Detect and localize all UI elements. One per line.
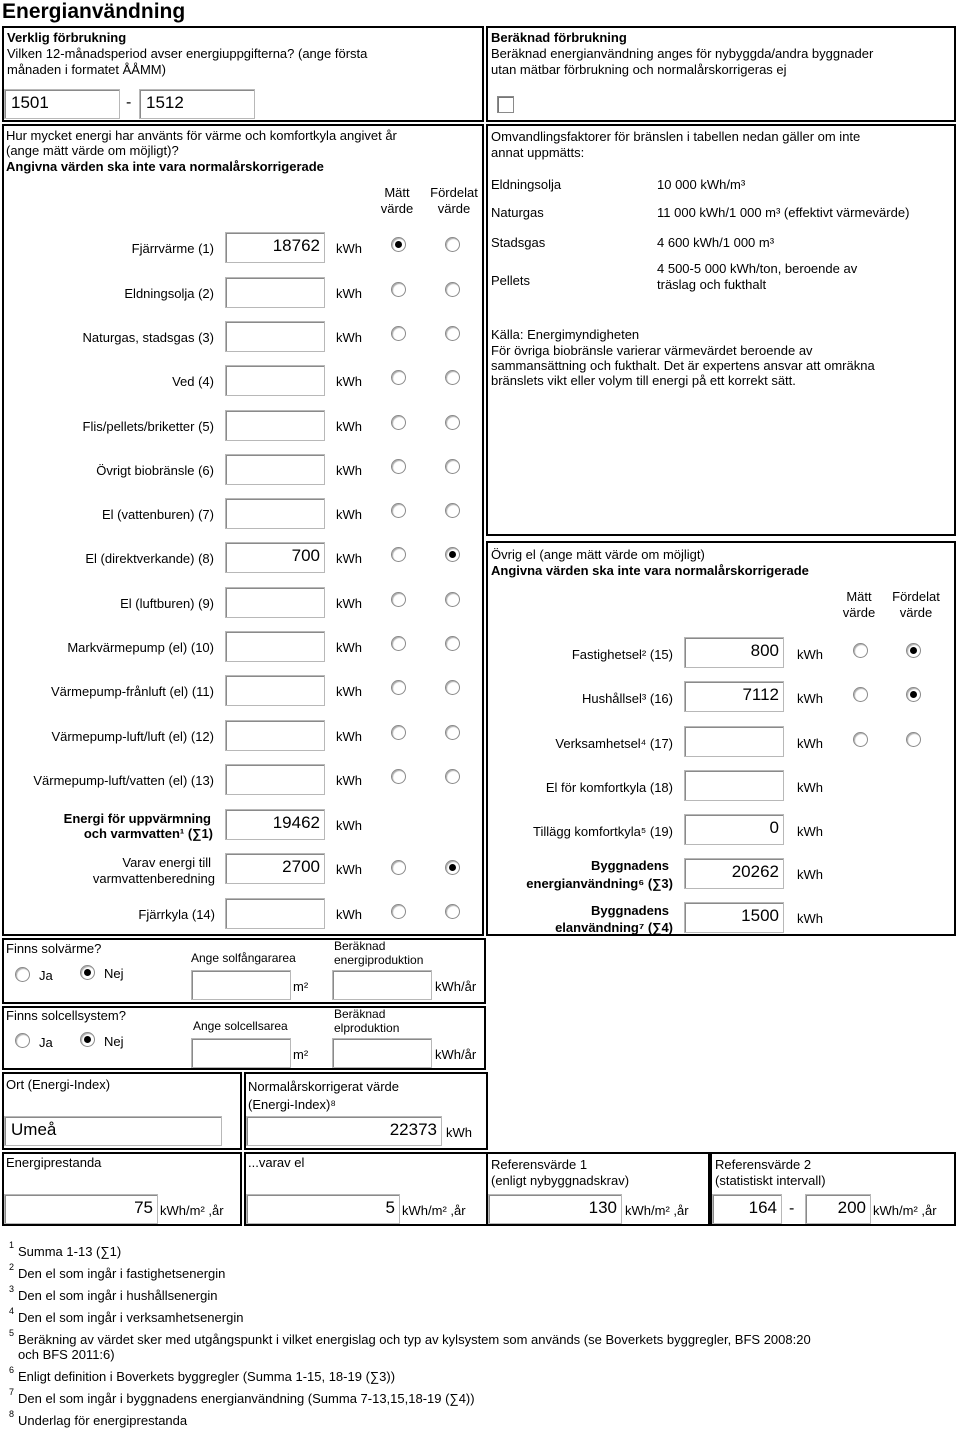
heat-row-ford-radio[interactable] [445, 282, 460, 297]
ovrig-col-ford-1: Fördelat [892, 589, 940, 604]
solvarme-area-label: Ange solfångararea [191, 951, 296, 965]
ovrig-row-matt-radio[interactable] [853, 643, 868, 658]
ovrig-row-ford-radio[interactable] [906, 643, 921, 658]
footnote-number: 1 [9, 1240, 15, 1250]
solcell-area-input[interactable] [191, 1038, 291, 1068]
heat-row-matt-radio[interactable] [391, 282, 406, 297]
footnote-text: Den el som ingår i byggnadens energianvändning (Summa 7-13,15,18-19 (∑4)) [18, 1391, 475, 1406]
ovrig-col-matt-2: värde [842, 605, 876, 620]
heat-col-ford-1: Fördelat [430, 185, 478, 200]
heat-col-matt-1: Mätt [384, 185, 410, 200]
heat-row-unit: kWh [336, 463, 362, 478]
omv-name-stadsgas: Stadsgas [491, 235, 546, 250]
footnote-number: 3 [9, 1284, 15, 1294]
prestanda-input[interactable]: 75 [4, 1194, 158, 1224]
norm-label-2: (Energi-Index)⁸ [248, 1097, 336, 1112]
heat-row-input[interactable] [225, 675, 325, 706]
solcell-ja-label: Ja [39, 1035, 53, 1050]
ref2-to-input[interactable]: 200 [805, 1194, 871, 1224]
footnote-text: Den el som ingår i fastighetsenergin [18, 1266, 226, 1281]
heat-row-matt-radio[interactable] [391, 547, 406, 562]
ref2-label-2: (statistiskt intervall) [715, 1173, 826, 1188]
prestanda-label: Energiprestanda [6, 1155, 102, 1170]
omv-name-naturgas: Naturgas [491, 205, 544, 220]
heat-row-matt-radio[interactable] [391, 459, 406, 474]
verklig-question-1: Vilken 12-månadsperiod avser energiuppgifterna? (ange första [7, 46, 368, 61]
heat-row-ford-radio[interactable] [445, 415, 460, 430]
heat-row-unit: kWh [336, 241, 362, 256]
fjarrkyla-unit: kWh [336, 907, 362, 922]
varav-el-label: ...varav el [248, 1155, 305, 1170]
heat-row-label: Markvärmepump (el) (10) [67, 640, 214, 655]
heat-row-input[interactable] [225, 587, 325, 618]
ref2-from-input[interactable]: 164 [712, 1194, 782, 1224]
footnote-text: Beräkning av värdet sker med utgångspunkt i vilket energislag och typ av kylsystem som används (se Boverkets byggregler, BFS 2008:20 [18, 1332, 811, 1347]
ovrig-row-unit: kWh [797, 736, 823, 751]
ref1-unit: kWh/m² ,år [625, 1203, 689, 1218]
fjarrkyla-ford-radio[interactable] [445, 904, 460, 919]
heat-row-unit: kWh [336, 684, 362, 699]
solvarme-prod-input[interactable] [332, 970, 432, 1000]
solcell-nej-label: Nej [104, 1034, 124, 1049]
solvarme-area-input[interactable] [191, 970, 291, 1000]
ovrig-col-matt-1: Mätt [846, 589, 872, 604]
heat-row-ford-radio[interactable] [445, 503, 460, 518]
omv-value-stadsgas: 4 600 kWh/1 000 m³ [657, 235, 775, 250]
period-from-input[interactable]: 1501 [4, 89, 120, 119]
ref1-label-2: (enligt nybyggnadskrav) [491, 1173, 630, 1188]
heat-col-matt-2: värde [380, 201, 414, 216]
ovrig-row-label: Fastighetsel² (15) [571, 647, 673, 662]
heat-row-unit: kWh [336, 729, 362, 744]
heat-row-unit: kWh [336, 286, 362, 301]
ref1-label-1: Referensvärde 1 [491, 1157, 588, 1172]
ovrig-row-label: Tillägg komfortkyla⁵ (19) [532, 824, 673, 839]
heat-row-matt-radio[interactable] [391, 415, 406, 430]
omv-source: Källa: Energimyndigheten [491, 327, 640, 342]
footnote-number: 2 [9, 1262, 15, 1272]
verklig-question-2: månaden i formatet ÅÅMM) [7, 62, 166, 77]
beraknad-heading: Beräknad förbrukning [491, 30, 627, 45]
byggel-label-1: Byggnadens [590, 903, 669, 918]
ref2-label-1: Referensvärde 2 [715, 1157, 812, 1172]
heat-row-matt-radio[interactable] [391, 769, 406, 784]
varav-input[interactable]: 2700 [225, 853, 325, 884]
heat-row-unit: kWh [336, 374, 362, 389]
norm-label-1: Normalårskorrigerat värde [248, 1079, 399, 1094]
ovrig-row-matt-radio[interactable] [853, 687, 868, 702]
heat-row-label: Värmepump-frånluft (el) (11) [50, 684, 214, 699]
omv-value-pellets-2: träslag och fukthalt [657, 277, 767, 292]
heat-row-unit: kWh [336, 596, 362, 611]
ovrig-row-label: Verksamhetsel⁴ (17) [555, 736, 673, 751]
page-title: Energianvändning [2, 0, 186, 23]
heat-row-ford-radio[interactable] [445, 237, 460, 252]
solcell-prod-label-1: Beräknad [334, 1007, 386, 1021]
ref2-unit: kWh/m² ,år [873, 1203, 937, 1218]
footnote-text: Den el som ingår i verksamhetsenergin [18, 1310, 244, 1325]
solcell-prod-input[interactable] [332, 1038, 432, 1068]
heat-row-input[interactable] [225, 764, 325, 795]
ovrig-row-input[interactable] [684, 770, 784, 801]
ovrig-row-unit: kWh [797, 691, 823, 706]
ovrig-row-label: Hushållsel³ (16) [581, 691, 673, 706]
heat-row-input[interactable]: 18762 [225, 232, 325, 263]
beraknad-line-2: utan mätbar förbrukning och normalårskorrigeras ej [491, 62, 787, 77]
heat-row-label: El (direktverkande) (8) [85, 551, 214, 566]
heat-row-label: Värmepump-luft/vatten (el) (13) [33, 773, 214, 788]
ovrig-row-unit: kWh [797, 824, 823, 839]
ref1-input[interactable]: 130 [488, 1194, 622, 1224]
footnote-number: 7 [9, 1387, 15, 1397]
byggel-unit: kWh [797, 911, 823, 926]
verklig-heading: Verklig förbrukning [7, 30, 127, 45]
ovrig-row-input[interactable]: 0 [684, 814, 784, 845]
omv-heading-1: Omvandlingsfaktorer för bränslen i tabellen nedan gäller om inte [491, 129, 861, 144]
solvarme-nej-radio[interactable] [80, 965, 95, 980]
norm-input[interactable]: 22373 [246, 1116, 442, 1146]
ort-label: Ort (Energi-Index) [6, 1077, 111, 1092]
varav-matt-radio[interactable] [391, 860, 406, 875]
omv-heading-2: annat uppmätts: [491, 145, 585, 160]
fjarrkyla-input[interactable] [225, 898, 325, 929]
heat-row-input[interactable] [225, 277, 325, 308]
fjarrkyla-label: Fjärrkyla (14) [138, 907, 215, 922]
solvarme-prod-label-1: Beräknad [334, 939, 386, 953]
byggen-input[interactable]: 20262 [684, 858, 784, 889]
ovrig-col-ford-2: värde [899, 605, 933, 620]
heat-row-ford-radio[interactable] [445, 592, 460, 607]
ref2-dash: - [789, 1200, 795, 1217]
heat-row-ford-radio[interactable] [445, 326, 460, 341]
heat-row-input[interactable] [225, 631, 325, 662]
heat-row-matt-radio[interactable] [391, 237, 406, 252]
varav-unit: kWh [336, 862, 362, 877]
footnote-text: Summa 1-13 (∑1) [18, 1244, 122, 1259]
period-dash: - [126, 94, 132, 111]
ovrig-row-unit: kWh [797, 780, 823, 795]
byggen-unit: kWh [797, 867, 823, 882]
prestanda-unit: kWh/m² ,år [160, 1203, 224, 1218]
heat-row-input[interactable] [225, 498, 325, 529]
heat-row-matt-radio[interactable] [391, 725, 406, 740]
byggel-input[interactable]: 1500 [684, 902, 784, 933]
heat-row-ford-radio[interactable] [445, 547, 460, 562]
byggen-label-2: energianvändning⁶ (∑3) [526, 876, 673, 891]
solcell-question: Finns solcellsystem? [6, 1008, 126, 1023]
omv-name-pellets: Pellets [491, 273, 531, 288]
heat-row-ford-radio[interactable] [445, 725, 460, 740]
omv-name-olja: Eldningsolja [491, 177, 562, 192]
solvarme-ja-label: Ja [39, 968, 53, 983]
heat-question-1: Hur mycket energi har använts för värme och komfortkyla angivet år [6, 128, 397, 143]
footnote-number: 5 [9, 1328, 15, 1338]
solvarme-question: Finns solvärme? [6, 941, 102, 956]
heat-row-label: El (vattenburen) (7) [102, 507, 214, 522]
heat-question-2: (ange mätt värde om möjligt)? [6, 143, 179, 158]
heat-row-unit: kWh [336, 419, 362, 434]
heat-row-unit: kWh [336, 773, 362, 788]
heat-row-label: Eldningsolja (2) [124, 286, 214, 301]
beraknad-checkbox[interactable] [497, 96, 514, 113]
varav-label-2: varmvattenberedning [92, 871, 215, 886]
solvarme-prod-label-2: energiproduktion [334, 953, 424, 967]
heat-row-label: Värmepump-luft/luft (el) (12) [51, 729, 214, 744]
ovrig-row-label: El för komfortkyla (18) [545, 780, 673, 795]
ovrig-row-matt-radio[interactable] [853, 732, 868, 747]
ort-input[interactable]: Umeå [4, 1116, 222, 1146]
heat-total-label-1: Energi för uppvärmning [63, 811, 211, 826]
heat-row-input[interactable]: 700 [225, 542, 325, 573]
footnote-text: Enligt definition i Boverkets byggregler (Summa 1-15, 18-19 (∑3)) [18, 1369, 396, 1384]
heat-row-input[interactable] [225, 365, 325, 396]
heat-row-label: El (luftburen) (9) [120, 596, 214, 611]
norm-unit: kWh [446, 1125, 472, 1140]
solcell-prod-unit: kWh/år [435, 1047, 477, 1062]
heat-row-ford-radio[interactable] [445, 680, 460, 695]
heat-row-input[interactable] [225, 410, 325, 441]
heat-total-input[interactable]: 19462 [225, 809, 325, 840]
ovrig-row-input[interactable] [684, 726, 784, 757]
ovrig-row-ford-radio[interactable] [906, 732, 921, 747]
byggel-label-2: elanvändning⁷ (∑4) [555, 920, 673, 935]
varav-el-unit: kWh/m² ,år [402, 1203, 466, 1218]
heat-row-ford-radio[interactable] [445, 636, 460, 651]
footnote-number: 6 [9, 1365, 15, 1375]
omv-note-1: För övriga biobränsle varierar värmevärdet beroende av [491, 343, 813, 358]
heat-row-unit: kWh [336, 507, 362, 522]
omv-value-pellets: 4 500-5 000 kWh/ton, beroende av [657, 261, 858, 276]
omv-note-3: bränslets vikt eller volym till energi på ett korrekt sätt. [491, 373, 796, 388]
heat-row-matt-radio[interactable] [391, 680, 406, 695]
heat-total-unit: kWh [336, 818, 362, 833]
footnote-number: 4 [9, 1306, 15, 1316]
heat-row-label: Naturgas, stadsgas (3) [82, 330, 214, 345]
footnote-text: Den el som ingår i hushållsenergin [18, 1288, 218, 1303]
solvarme-prod-unit: kWh/år [435, 979, 477, 994]
solvarme-nej-label: Nej [104, 966, 124, 981]
heat-row-input[interactable] [225, 454, 325, 485]
solcell-nej-radio[interactable] [80, 1032, 95, 1047]
heat-row-unit: kWh [336, 551, 362, 566]
heat-row-ford-radio[interactable] [445, 370, 460, 385]
varav-el-input[interactable]: 5 [246, 1194, 400, 1224]
heat-row-label: Ved (4) [172, 374, 214, 389]
heat-row-label: Flis/pellets/briketter (5) [82, 419, 214, 434]
footnote-text: Underlag för energiprestanda [18, 1413, 188, 1428]
heat-row-unit: kWh [336, 640, 362, 655]
solcell-ja-radio[interactable] [15, 1033, 30, 1048]
ovrig-heading-2: Angivna värden ska inte vara normalårskorrigerade [491, 563, 809, 578]
beraknad-line-1: Beräknad energianvändning anges för nybyggda/andra byggnader [491, 46, 874, 61]
heat-row-matt-radio[interactable] [391, 326, 406, 341]
footnote-5-line-2: och BFS 2011:6) [18, 1347, 115, 1362]
ovrig-row-ford-radio[interactable] [906, 687, 921, 702]
heat-row-unit: kWh [336, 330, 362, 345]
solcell-area-unit: m² [293, 1047, 309, 1062]
solvarme-area-unit: m² [293, 979, 309, 994]
heat-row-matt-radio[interactable] [391, 636, 406, 651]
omv-value-olja: 10 000 kWh/m³ [657, 177, 746, 192]
solvarme-ja-radio[interactable] [15, 967, 30, 982]
omv-note-2: sammansättning och fukthalt. Det är expertens ansvar att omräkna [491, 358, 875, 373]
ovrig-row-input[interactable]: 7112 [684, 681, 784, 712]
heat-question-3: Angivna värden ska inte vara normalårskorrigerade [6, 159, 324, 174]
varav-label-1: Varav energi till [122, 855, 211, 870]
footnote-number: 8 [9, 1409, 15, 1419]
ovrig-heading-1: Övrig el (ange mätt värde om möjligt) [491, 547, 705, 562]
heat-row-ford-radio[interactable] [445, 769, 460, 784]
ovrig-row-unit: kWh [797, 647, 823, 662]
solcell-area-label: Ange solcellsarea [193, 1019, 288, 1033]
heat-row-ford-radio[interactable] [445, 459, 460, 474]
heat-row-matt-radio[interactable] [391, 503, 406, 518]
fjarrkyla-matt-radio[interactable] [391, 904, 406, 919]
heat-row-matt-radio[interactable] [391, 592, 406, 607]
heat-row-matt-radio[interactable] [391, 370, 406, 385]
ovrig-row-input[interactable]: 800 [684, 637, 784, 668]
omv-value-naturgas: 11 000 kWh/1 000 m³ (effektivt värmevärde) [657, 205, 910, 220]
heat-total-label-2: och varmvatten¹ (∑1) [83, 826, 213, 841]
varav-ford-radio[interactable] [445, 860, 460, 875]
heat-row-input[interactable] [225, 720, 325, 751]
period-to-input[interactable]: 1512 [139, 89, 255, 119]
heat-col-ford-2: värde [437, 201, 471, 216]
byggen-label-1: Byggnadens [590, 858, 669, 873]
solcell-prod-label-2: elproduktion [334, 1021, 400, 1035]
heat-row-input[interactable] [225, 321, 325, 352]
heat-row-label: Övrigt biobränsle (6) [96, 463, 214, 478]
heat-row-label: Fjärrvärme (1) [131, 241, 214, 256]
